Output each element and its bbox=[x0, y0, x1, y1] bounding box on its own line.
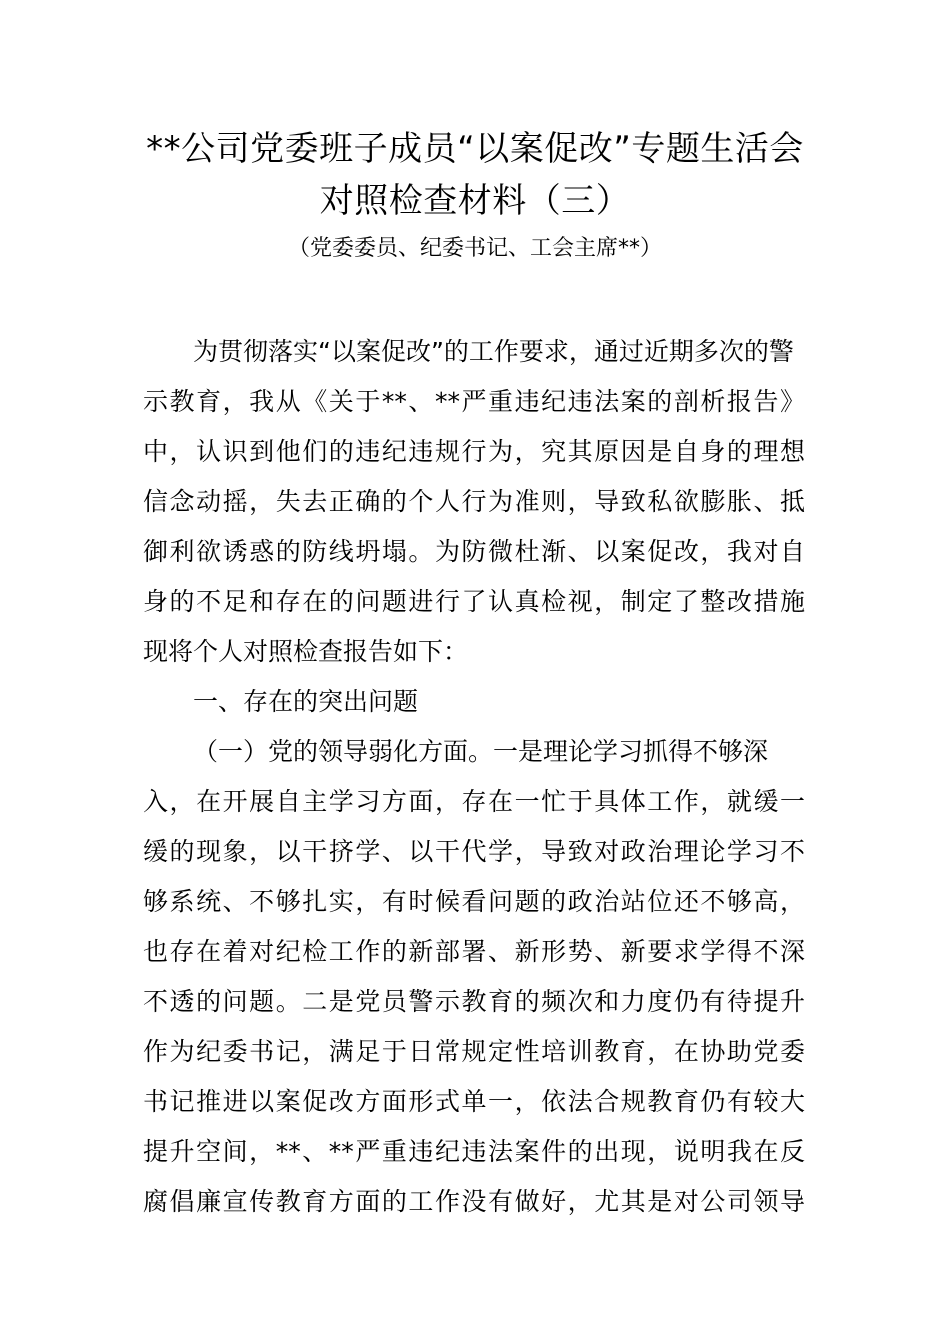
body-line-9: （一）党的领导弱化方面。一是理论学习抓得不够深 bbox=[193, 737, 769, 766]
body-line-7: 现将个人对照检查报告如下： bbox=[143, 637, 469, 666]
body-line-1: 为贯彻落实“以案促改”的工作要求，通过近期多次的警 bbox=[193, 337, 794, 366]
body-line-2: 示教育，我从《关于**、**严重违纪违法案的剖析报告》 bbox=[143, 387, 805, 416]
body-line-17: 提升空间，**、**严重违纪违法案件的出现，说明我在反 bbox=[143, 1137, 805, 1166]
body-line-4: 信念动摇，失去正确的个人行为准则，导致私欲膨胀、抵 bbox=[143, 487, 805, 516]
body-line-3: 中，认识到他们的违纪违规行为，究其原因是自身的理想 bbox=[143, 437, 805, 466]
document-subtitle: （党委委员、纪委书记、工会主席**） bbox=[287, 236, 662, 261]
body-line-5: 御利欲诱惑的防线坍塌。为防微杜渐、以案促改，我对自 bbox=[143, 537, 805, 566]
body-line-11: 缓的现象，以干挤学、以干代学，导致对政治理论学习不 bbox=[143, 837, 805, 866]
section-heading-1: 一、存在的突出问题 bbox=[193, 687, 419, 716]
body-line-14: 不透的问题。二是党员警示教育的频次和力度仍有待提升 bbox=[143, 987, 805, 1016]
body-line-15: 作为纪委书记，满足于日常规定性培训教育，在协助党委 bbox=[143, 1037, 805, 1066]
body-line-6: 身的不足和存在的问题进行了认真检视，制定了整改措施 bbox=[143, 587, 805, 616]
body-line-18: 腐倡廉宣传教育方面的工作没有做好，尤其是对公司领导 bbox=[143, 1187, 805, 1216]
body-line-10: 入，在开展自主学习方面，存在一忙于具体工作，就缓一 bbox=[143, 787, 805, 816]
body-line-16: 书记推进以案促改方面形式单一，依法合规教育仍有较大 bbox=[143, 1087, 805, 1116]
document-title-line-2: 对照检查材料（三） bbox=[319, 181, 631, 221]
body-line-12: 够系统、不够扎实，有时候看问题的政治站位还不够高， bbox=[143, 887, 805, 916]
body-line-13: 也存在着对纪检工作的新部署、新形势、新要求学得不深 bbox=[143, 937, 805, 966]
document-title-line-1: **公司党委班子成员“以案促改”专题生活会 bbox=[146, 129, 804, 169]
